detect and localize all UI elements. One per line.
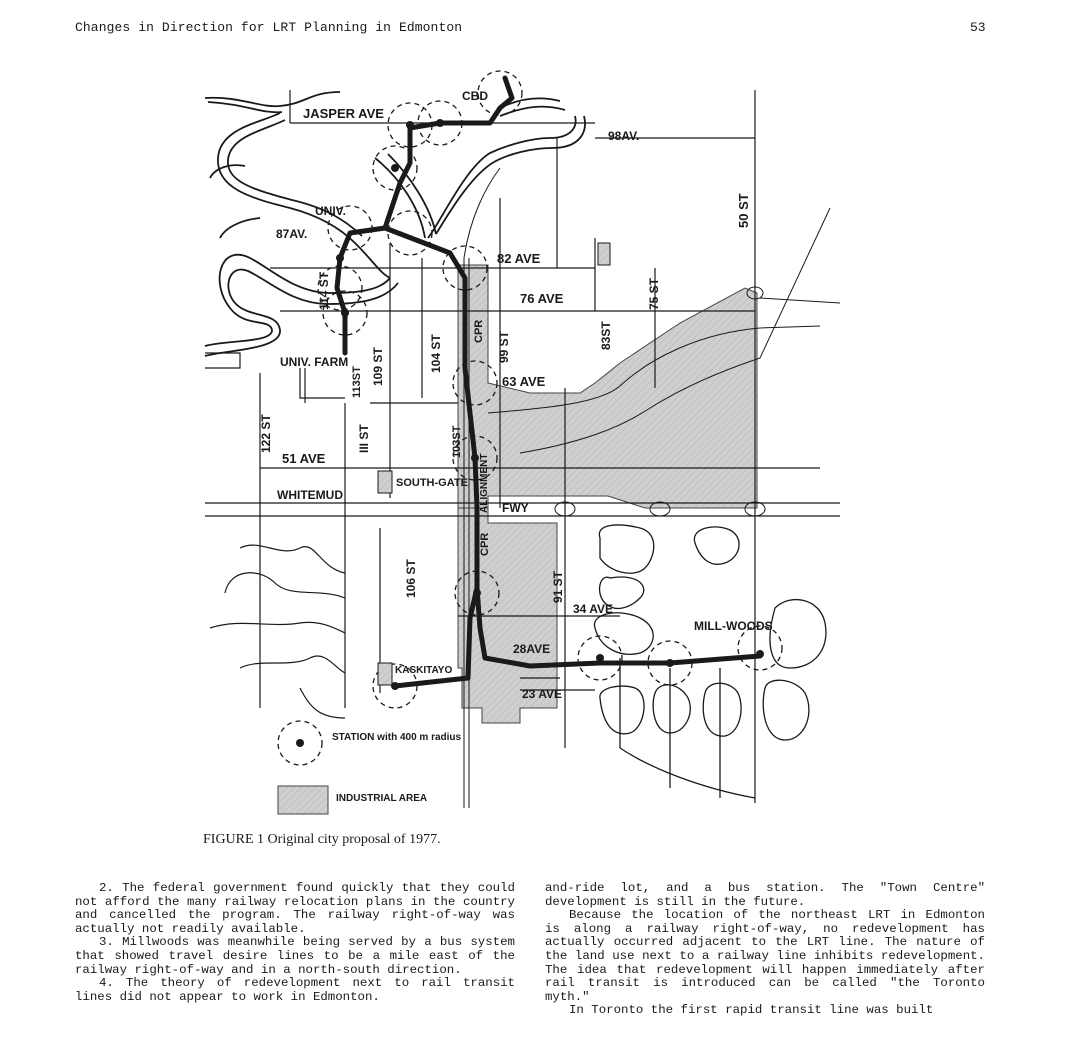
- label-114st: 114 ST: [317, 271, 331, 310]
- right-paragraph-1: and-ride lot, and a bus station. The "Town Centre" development is still in the future.: [545, 881, 985, 909]
- label-southgate: SOUTH-GATE: [396, 477, 468, 489]
- label-111st: III ST: [357, 424, 371, 453]
- label-82ave: 82 AVE: [497, 251, 541, 266]
- left-paragraph-1: 2. The federal government found quickly that they could not afford the many railway relocation plans in the country and cancelled the program. The railway right-of-way was actually not readily available.: [75, 881, 515, 936]
- west-roads: [210, 545, 345, 718]
- map-svg: [200, 68, 840, 820]
- label-98av: 98AV.: [608, 129, 640, 143]
- label-kaskitayo: KASKITAYO: [395, 665, 453, 676]
- body-column-left: [75, 882, 515, 1004]
- label-104st: 104 ST: [429, 334, 443, 373]
- label-76ave: 76 AVE: [520, 291, 564, 306]
- label-51ave: 51 AVE: [282, 451, 326, 466]
- label-113st: 113ST: [351, 366, 363, 398]
- label-whitemud: WHITEMUD: [277, 488, 343, 502]
- label-34ave: 34 AVE: [573, 602, 614, 616]
- label-cpr-north: CPR: [473, 319, 485, 343]
- label-83st: 83ST: [599, 321, 613, 350]
- label-75st: 75 ST: [647, 277, 661, 310]
- label-122st: 122 ST: [259, 414, 273, 453]
- left-paragraph-3: 4. The theory of redevelopment next to rail transit lines did not appear to work in Edmonton.: [75, 976, 515, 1004]
- running-title: Changes in Direction for LRT Planning in Edmonton: [75, 20, 463, 35]
- label-50st: 50 ST: [736, 193, 751, 228]
- label-millwoods: MILL-WOODS: [694, 619, 773, 633]
- label-87av: 87AV.: [276, 227, 308, 241]
- label-univ: UNIV.: [315, 204, 346, 218]
- right-paragraph-2: Because the location of the northeast LRT in Edmonton is along a railway right-of-way, no redevelopment has actually occurred adjacent to the LRT line. The nature of the land use next to a railway line inhibits redevelopment. The idea that redevelopment will happen immediately after rail transit is introduced can be called "the Toronto myth.": [545, 908, 985, 1004]
- figure-map: [200, 68, 840, 820]
- label-63ave: 63 AVE: [502, 374, 546, 389]
- legend-industrial-swatch: [278, 786, 328, 814]
- figure-caption: FIGURE 1 Original city proposal of 1977.: [203, 832, 441, 847]
- left-paragraph-2: 3. Millwoods was meanwhile being served by a bus system that showed travel desire lines to be a mile east of the railway right-of-way and in a north-south direction.: [75, 935, 515, 977]
- label-106st: 106 ST: [404, 559, 418, 598]
- right-paragraph-3: In Toronto the first rapid transit line was built: [569, 1003, 934, 1018]
- label-23ave: 23 AVE: [522, 687, 563, 701]
- page-number: 53: [970, 20, 986, 35]
- label-alignment: ALIGNMENT: [479, 453, 490, 513]
- legend-station-label: STATION with 400 m radius: [332, 732, 462, 743]
- label-fwy: FWY: [502, 501, 529, 515]
- label-jasper: JASPER AVE: [303, 106, 384, 121]
- label-103st: 103ST: [451, 425, 463, 458]
- river: [205, 92, 585, 356]
- legend: [278, 721, 462, 814]
- label-109st: 109 ST: [371, 347, 385, 386]
- label-cpr-south: CPR: [479, 532, 491, 556]
- label-28ave: 28AVE: [513, 642, 551, 656]
- label-univfarm: UNIV. FARM: [280, 355, 349, 369]
- label-cbd: CBD: [462, 89, 488, 103]
- legend-industrial-label: INDUSTRIAL AREA: [336, 793, 428, 804]
- body-column-right: [545, 882, 985, 1018]
- label-91st: 91 ST: [551, 570, 565, 603]
- label-99st: 99 ST: [497, 330, 511, 363]
